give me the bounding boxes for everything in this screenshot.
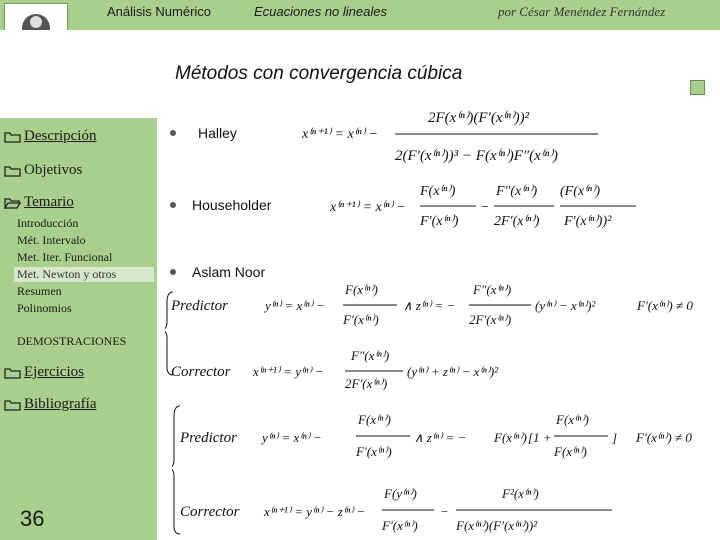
svg-text:F′(x⁽ⁿ⁾) ≠ 0: F′(x⁽ⁿ⁾) ≠ 0: [636, 430, 692, 445]
svg-text:2F(x⁽ⁿ⁾)(F′(x⁽ⁿ⁾))²: 2F(x⁽ⁿ⁾)(F′(x⁽ⁿ⁾))²: [428, 110, 530, 126]
aslam-noor-formula-1: [165, 272, 720, 390]
author-credit: por César Menéndez Fernández: [498, 4, 666, 19]
home-button[interactable]: [690, 80, 705, 95]
bullet-icon: [170, 202, 176, 208]
topic-title: Ecuaciones no lineales: [254, 4, 387, 19]
sidebar-item-label: Bibliografía: [24, 396, 97, 412]
svg-text:F(x⁽ⁿ⁾): F(x⁽ⁿ⁾): [420, 184, 456, 199]
svg-text:(y⁽ⁿ⁾ − x⁽ⁿ⁾)²: (y⁽ⁿ⁾ − x⁽ⁿ⁾)²: [535, 298, 596, 313]
svg-text:F′(x⁽ⁿ⁾): F′(x⁽ⁿ⁾): [356, 444, 392, 459]
predictor-label: Predictor: [180, 430, 237, 446]
svg-text:2F′(x⁽ⁿ⁾): 2F′(x⁽ⁿ⁾): [345, 376, 388, 390]
folder-icon: [4, 399, 21, 411]
svg-text:F(x⁽ⁿ⁾): F(x⁽ⁿ⁾): [554, 444, 587, 459]
page-title: Métodos con convergencia cúbica: [175, 63, 463, 84]
svg-text:x⁽ⁿ⁺¹⁾ = y⁽ⁿ⁾ −: x⁽ⁿ⁺¹⁾ = y⁽ⁿ⁾ −: [253, 364, 324, 379]
sidebar-item-label: Objetivos: [24, 162, 83, 178]
method-name: Aslam Noor: [192, 264, 266, 280]
svg-text:∧ z⁽ⁿ⁾ = −: ∧ z⁽ⁿ⁾ = −: [403, 298, 456, 313]
svg-text:−: −: [480, 200, 490, 215]
sidebar-item-objetivos[interactable]: [4, 162, 82, 179]
svg-text:F(x⁽ⁿ⁾): F(x⁽ⁿ⁾): [345, 282, 378, 297]
svg-text:F″(x⁽ⁿ⁾): F″(x⁽ⁿ⁾): [351, 348, 390, 363]
subitem-newton-active[interactable]: Met. Newton y otros: [14, 267, 154, 282]
folder-icon: [4, 367, 21, 379]
svg-text:F(x⁽ⁿ⁾): F(x⁽ⁿ⁾): [494, 430, 527, 445]
halley-formula: [300, 98, 600, 170]
method-householder: [170, 197, 271, 213]
svg-text:F″(x⁽ⁿ⁾): F″(x⁽ⁿ⁾): [473, 282, 512, 297]
svg-text:F′(x⁽ⁿ⁾): F′(x⁽ⁿ⁾): [343, 312, 379, 327]
svg-text:x⁽ⁿ⁺¹⁾ = x⁽ⁿ⁾ −: x⁽ⁿ⁺¹⁾ = x⁽ⁿ⁾ −: [302, 127, 378, 142]
subitem-polinomios[interactable]: Polinomios: [17, 301, 72, 315]
sidebar-item-descripcion[interactable]: [4, 128, 96, 145]
sidebar-item-temario[interactable]: [4, 194, 74, 211]
svg-text:−: −: [440, 504, 449, 519]
subitem-intervalo[interactable]: Mét. Intervalo: [17, 233, 86, 247]
aslam-noor-formula-2: [172, 400, 720, 538]
svg-text:F²(x⁽ⁿ⁾): F²(x⁽ⁿ⁾): [502, 486, 539, 501]
svg-text:[1 +: [1 +: [528, 430, 552, 445]
predictor-label: Predictor: [171, 298, 228, 314]
sidebar-item-bibliografia[interactable]: [4, 396, 96, 413]
svg-text:F′(x⁽ⁿ⁾): F′(x⁽ⁿ⁾): [420, 214, 459, 229]
svg-text:F(x⁽ⁿ⁾)(F′(x⁽ⁿ⁾))²: F(x⁽ⁿ⁾)(F′(x⁽ⁿ⁾))²: [456, 518, 538, 533]
folder-icon: [4, 165, 21, 177]
svg-text:F′(x⁽ⁿ⁾))²: F′(x⁽ⁿ⁾))²: [564, 214, 612, 229]
sidebar-item-label: Ejercicios: [24, 364, 84, 380]
subitem-iter-funcional[interactable]: Met. Iter. Funcional: [17, 250, 113, 264]
demostraciones-link[interactable]: DEMOSTRACIONES: [17, 334, 127, 348]
svg-text:(F(x⁽ⁿ⁾): (F(x⁽ⁿ⁾): [560, 184, 601, 199]
sidebar-item-label: Descripción: [24, 128, 97, 144]
svg-text:2(F′(x⁽ⁿ⁾))³ − F(x⁽ⁿ⁾)F″(x⁽ⁿ⁾): 2(F′(x⁽ⁿ⁾))³ − F(x⁽ⁿ⁾)F″(x⁽ⁿ⁾): [395, 148, 558, 164]
svg-text:y⁽ⁿ⁾ = x⁽ⁿ⁾ −: y⁽ⁿ⁾ = x⁽ⁿ⁾ −: [262, 430, 322, 445]
course-title: Análisis Numérico: [107, 4, 212, 19]
method-name: Householder: [192, 197, 272, 213]
open-folder-icon: [4, 197, 21, 209]
bullet-icon: [170, 130, 176, 136]
svg-text:F′(x⁽ⁿ⁾): F′(x⁽ⁿ⁾): [382, 518, 418, 533]
svg-text:x⁽ⁿ⁺¹⁾ = x⁽ⁿ⁾ −: x⁽ⁿ⁺¹⁾ = x⁽ⁿ⁾ −: [330, 200, 406, 215]
corrector-label: Corrector: [171, 364, 231, 380]
page-number: 36: [20, 506, 45, 531]
svg-text:F(y⁽ⁿ⁾): F(y⁽ⁿ⁾): [384, 486, 417, 501]
folder-icon: [4, 131, 21, 143]
svg-text:y⁽ⁿ⁾ = x⁽ⁿ⁾ −: y⁽ⁿ⁾ = x⁽ⁿ⁾ −: [265, 298, 325, 313]
svg-text:2F′(x⁽ⁿ⁾): 2F′(x⁽ⁿ⁾): [494, 214, 540, 229]
svg-text:x⁽ⁿ⁺¹⁾ = y⁽ⁿ⁾ − z⁽ⁿ⁾ −: x⁽ⁿ⁺¹⁾ = y⁽ⁿ⁾ − z⁽ⁿ⁾ −: [264, 504, 366, 519]
svg-text:]: ]: [612, 430, 618, 445]
method-halley: [170, 125, 237, 141]
sidebar-item-label: Temario: [24, 194, 74, 210]
svg-text:F′(x⁽ⁿ⁾) ≠ 0: F′(x⁽ⁿ⁾) ≠ 0: [637, 298, 693, 313]
subitem-resumen[interactable]: Resumen: [17, 284, 62, 298]
method-name: Halley: [198, 125, 237, 141]
corrector-label: Corrector: [180, 504, 240, 520]
svg-text:F″(x⁽ⁿ⁾): F″(x⁽ⁿ⁾): [496, 184, 538, 199]
sidebar-item-ejercicios[interactable]: [4, 364, 84, 381]
svg-text:∧ z⁽ⁿ⁾ = −: ∧ z⁽ⁿ⁾ = −: [414, 430, 467, 445]
svg-text:F(x⁽ⁿ⁾): F(x⁽ⁿ⁾): [358, 412, 391, 427]
svg-text:F(x⁽ⁿ⁾): F(x⁽ⁿ⁾): [556, 412, 589, 427]
svg-text:2F′(x⁽ⁿ⁾): 2F′(x⁽ⁿ⁾): [469, 312, 512, 327]
svg-text:(y⁽ⁿ⁾ + z⁽ⁿ⁾ − x⁽ⁿ⁾)²: (y⁽ⁿ⁾ + z⁽ⁿ⁾ − x⁽ⁿ⁾)²: [407, 364, 499, 379]
subitem-introduccion[interactable]: Introducción: [17, 216, 79, 230]
householder-formula: [328, 175, 648, 243]
